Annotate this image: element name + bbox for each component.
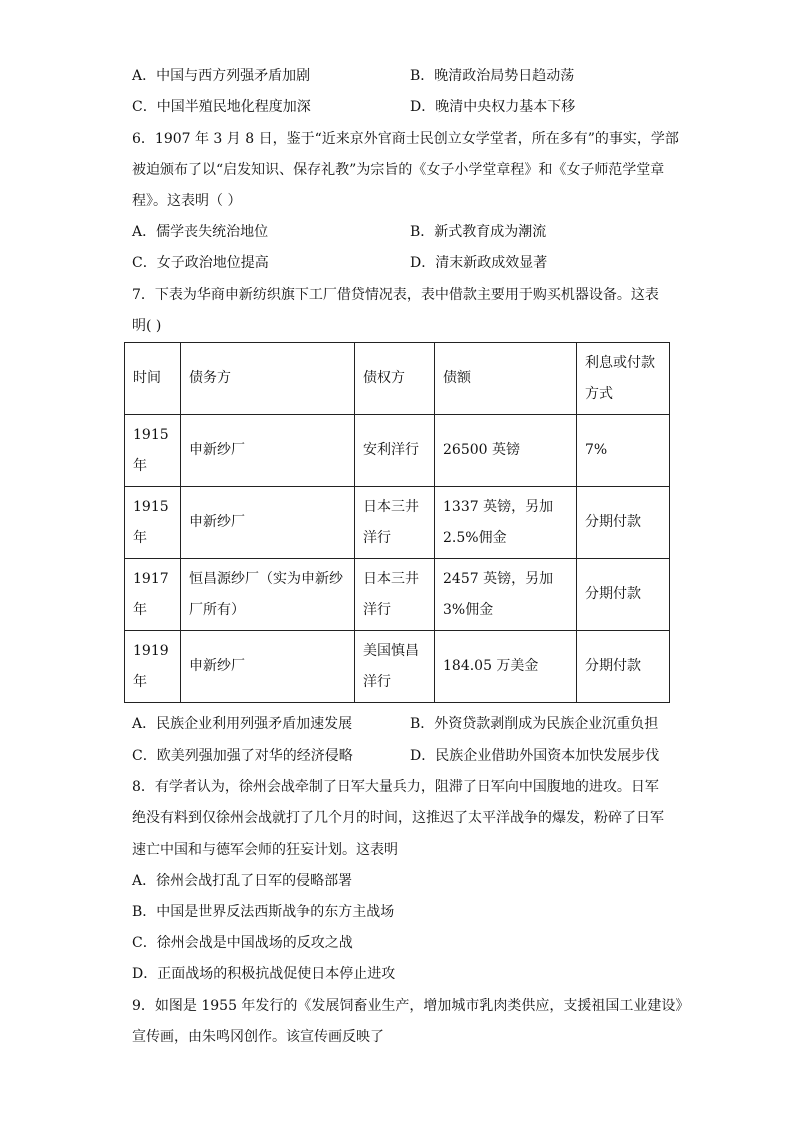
q7-stem-line-1: 7．下表为华商申新纺织旗下工厂借贷情况表，表中借款主要用于购买机器设备。这表	[132, 287, 659, 303]
table-cell: 1919 年	[125, 631, 181, 703]
table-cell: 分期付款	[577, 631, 670, 703]
q6-option-a[interactable]: A．儒学丧失统治地位	[132, 224, 269, 240]
q6-option-c[interactable]: C．女子政治地位提高	[132, 255, 269, 271]
table-cell: 1917 年	[125, 559, 181, 631]
table-cell: 美国慎昌洋行	[355, 631, 435, 703]
q6-stem-line-3: 程》。这表明（ ）	[132, 193, 242, 209]
table-row	[125, 415, 670, 487]
q9-stem-line-2: 宣传画，由朱鸣冈创作。该宣传画反映了	[132, 1029, 384, 1045]
loan-table	[124, 342, 670, 703]
table-cell: 安利洋行	[355, 415, 435, 487]
table-cell: 日本三井洋行	[355, 487, 435, 559]
table-cell: 1337 英镑，另加 2.5%佣金	[435, 487, 577, 559]
q5-option-a[interactable]: A．中国与西方列强矛盾加剧	[132, 68, 311, 84]
q7-option-d[interactable]: D．民族企业借助外国资本加快发展步伐	[410, 748, 660, 764]
table-header-cell: 债权方	[355, 343, 435, 415]
table-header-cell: 利息或付款方式	[577, 343, 670, 415]
table-cell: 申新纱厂	[181, 487, 355, 559]
table-cell: 1915 年	[125, 415, 181, 487]
q7-stem-line-2: 明( )	[132, 318, 162, 334]
q8-option-d[interactable]: D．正面战场的积极抗战促使日本停止进攻	[132, 966, 396, 982]
table-cell: 申新纱厂	[181, 415, 355, 487]
q8-option-c[interactable]: C．徐州会战是中国战场的反攻之战	[132, 935, 353, 951]
table-header-row	[125, 343, 670, 415]
table-cell: 184.05 万美金	[435, 631, 577, 703]
table-header-cell: 时间	[125, 343, 181, 415]
table-row	[125, 559, 670, 631]
table-cell: 日本三井洋行	[355, 559, 435, 631]
q6-stem-line-2: 被迫颁布了以“启发知识、保存礼教”为宗旨的《女子小学堂章程》和《女子师范学堂章	[132, 162, 665, 178]
q6-option-b[interactable]: B．新式教育成为潮流	[410, 224, 547, 240]
q6-stem-line-1: 6．1907 年 3 月 8 日，鉴于“近来京外官商士民创立女学堂者，所在多有”的事实，学部	[132, 131, 679, 147]
table-cell: 26500 英镑	[435, 415, 577, 487]
q5-option-d[interactable]: D．晚清中央权力基本下移	[410, 99, 576, 115]
q5-option-b[interactable]: B．晚清政治局势日趋动荡	[410, 68, 575, 84]
q8-option-b[interactable]: B．中国是世界反法西斯战争的东方主战场	[132, 904, 395, 920]
table-cell: 分期付款	[577, 487, 670, 559]
table-cell: 7%	[577, 415, 670, 487]
table-cell: 2457 英镑，另加 3%佣金	[435, 559, 577, 631]
q8-option-a[interactable]: A．徐州会战打乱了日军的侵略部署	[132, 873, 353, 889]
q7-option-b[interactable]: B．外资贷款剥削成为民族企业沉重负担	[410, 716, 659, 732]
table-row	[125, 487, 670, 559]
q7-option-c[interactable]: C．欧美列强加强了对华的经济侵略	[132, 748, 353, 764]
table-row	[125, 631, 670, 703]
q8-stem-line-3: 速亡中国和与德军会师的狂妄计划。这表明	[132, 842, 398, 858]
q9-stem-line-1: 9．如图是 1955 年发行的《发展饲畜业生产，增加城市乳肉类供应，支援祖国工业建设》	[132, 998, 690, 1014]
q8-stem-line-2: 绝没有料到仅徐州会战就打了几个月的时间，这推迟了太平洋战争的爆发，粉碎了日军	[132, 810, 664, 826]
q7-option-a[interactable]: A．民族企业利用列强矛盾加速发展	[132, 716, 353, 732]
table-cell: 恒昌源纱厂（实为申新纱厂所有）	[181, 559, 355, 631]
table-cell: 分期付款	[577, 559, 670, 631]
table-cell: 申新纱厂	[181, 631, 355, 703]
table-header-cell: 债务方	[181, 343, 355, 415]
table-header-cell: 债额	[435, 343, 577, 415]
table-cell: 1915 年	[125, 487, 181, 559]
q5-option-c[interactable]: C．中国半殖民地化程度加深	[132, 99, 311, 115]
q8-stem-line-1: 8．有学者认为，徐州会战牵制了日军大量兵力，阻滞了日军向中国腹地的进攻。日军	[132, 779, 659, 795]
q6-option-d[interactable]: D．清末新政成效显著	[410, 255, 548, 271]
